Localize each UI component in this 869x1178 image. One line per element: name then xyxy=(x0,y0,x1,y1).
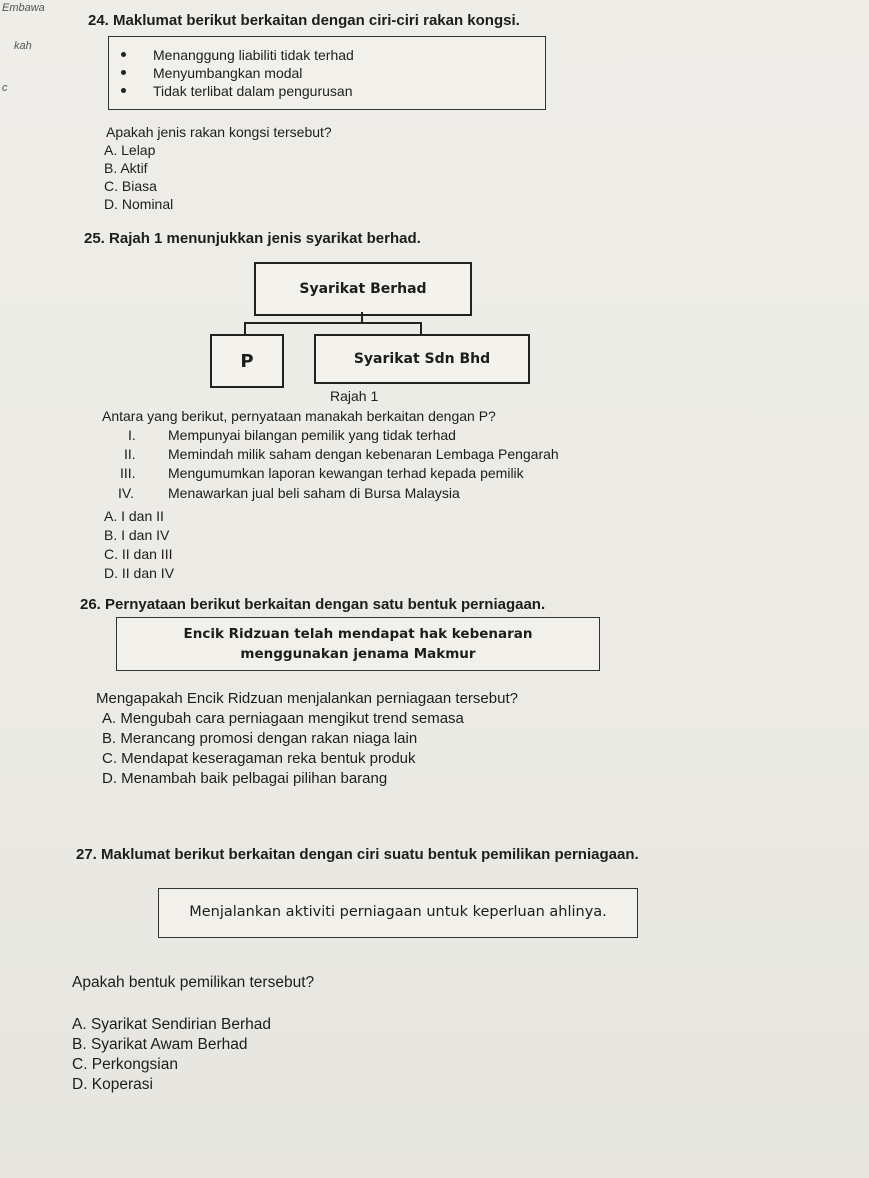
q24-info-box xyxy=(108,36,546,110)
statement-text: Menawarkan jual beli saham di Bursa Malaysia xyxy=(168,485,460,501)
statement-num: II. xyxy=(124,446,136,462)
option-c[interactable]: C. Biasa xyxy=(104,178,157,194)
bullet-icon xyxy=(121,70,126,75)
question-25-prompt: Antara yang berikut, pernyataan manakah berkaitan dengan P? xyxy=(102,408,496,424)
question-27-title: 27. Maklumat berikut berkaitan dengan ciri suatu bentuk pemilikan perniagaan. xyxy=(76,846,639,863)
bullet-icon xyxy=(121,88,126,93)
statement-text: Mempunyai bilangan pemilik yang tidak terhad xyxy=(168,427,456,443)
question-26-title: 26. Pernyataan berikut berkaitan dengan satu bentuk perniagaan. xyxy=(80,596,546,613)
option-a[interactable]: A. Syarikat Sendirian Berhad xyxy=(72,1016,272,1033)
box-line: menggunakan jenama Makmur xyxy=(240,646,476,662)
option-d[interactable]: D. Nominal xyxy=(104,196,174,212)
option-c[interactable]: C. II dan III xyxy=(104,546,173,562)
q27-info-box xyxy=(158,888,638,938)
margin-note: Embawa xyxy=(2,2,45,14)
option-d[interactable]: D. Koperasi xyxy=(72,1076,153,1093)
diagram-box-right: Syarikat Sdn Bhd xyxy=(314,334,530,384)
diagram-caption: Rajah 1 xyxy=(330,388,379,404)
option-b[interactable]: B. Syarikat Awam Berhad xyxy=(72,1036,248,1053)
statement-text: Mengumumkan laporan kewangan terhad kepada pemilik xyxy=(168,465,524,481)
statement-num: I. xyxy=(128,427,136,443)
option-b[interactable]: B. I dan IV xyxy=(104,527,170,543)
list-item: Menanggung liabiliti tidak terhad xyxy=(153,47,354,63)
margin-note: kah xyxy=(14,40,32,52)
box-line: Encik Ridzuan telah mendapat hak kebenaran xyxy=(183,626,533,642)
question-25-title: 25. Rajah 1 menunjukkan jenis syarikat berhad. xyxy=(84,230,421,247)
diagram-box-top: Syarikat Berhad xyxy=(254,262,472,316)
option-b[interactable]: B. Merancang promosi dengan rakan niaga lain xyxy=(102,730,418,747)
statement-text: Memindah milik saham dengan kebenaran Lembaga Pengarah xyxy=(168,446,559,462)
option-d[interactable]: D. II dan IV xyxy=(104,565,175,581)
diagram-box-p: P xyxy=(210,334,284,388)
margin-note: c xyxy=(2,82,8,94)
option-c[interactable]: C. Mendapat keseragaman reka bentuk produk xyxy=(102,750,416,767)
q26-info-box xyxy=(116,617,600,671)
option-a[interactable]: A. I dan II xyxy=(104,508,164,524)
connector-line xyxy=(244,322,422,324)
statement-num: IV. xyxy=(118,485,134,501)
list-item: Menyumbangkan modal xyxy=(153,65,302,81)
list-item: Tidak terlibat dalam pengurusan xyxy=(153,83,353,99)
option-a[interactable]: A. Mengubah cara perniagaan mengikut trend semasa xyxy=(102,710,464,727)
option-d[interactable]: D. Menambah baik pelbagai pilihan barang xyxy=(102,770,388,787)
option-c[interactable]: C. Perkongsian xyxy=(72,1056,178,1073)
option-b[interactable]: B. Aktif xyxy=(104,160,148,176)
question-24-prompt: Apakah jenis rakan kongsi tersebut? xyxy=(106,124,332,140)
question-27-prompt: Apakah bentuk pemilikan tersebut? xyxy=(72,974,315,991)
question-26-prompt: Mengapakah Encik Ridzuan menjalankan perniagaan tersebut? xyxy=(96,690,518,707)
question-24-title: 24. Maklumat berikut berkaitan dengan ciri-ciri rakan kongsi. xyxy=(88,12,520,29)
box-line: Menjalankan aktiviti perniagaan untuk keperluan ahlinya. xyxy=(189,904,607,920)
option-a[interactable]: A. Lelap xyxy=(104,142,156,158)
bullet-icon xyxy=(121,52,126,57)
statement-num: III. xyxy=(120,465,136,481)
